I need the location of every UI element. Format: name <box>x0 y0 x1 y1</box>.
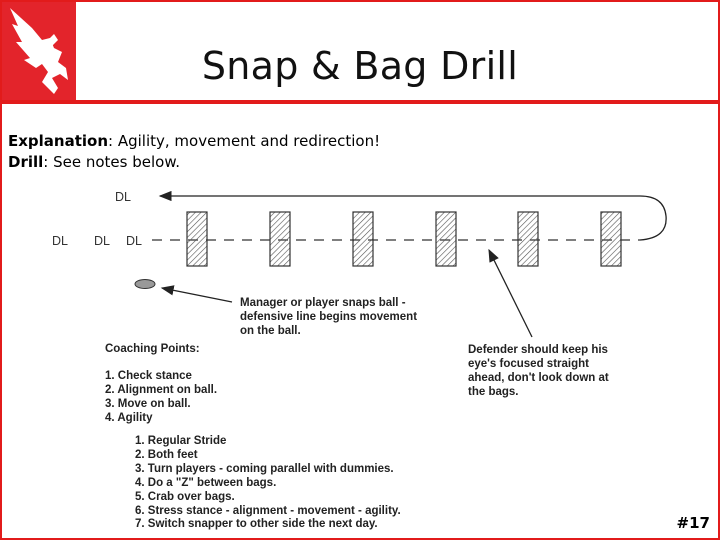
return-path <box>160 196 666 240</box>
agility-sub-4: 4. Do a "Z" between bags. <box>135 477 277 489</box>
agility-sub-6: 6. Stress stance - alignment - movement - agility. <box>135 505 401 517</box>
bag <box>601 212 621 266</box>
coaching-point-1: 1. Check stance <box>105 370 192 382</box>
snapper-note-2: defensive line begins movement <box>240 311 418 323</box>
top-player-label: DL <box>115 190 131 204</box>
bag <box>436 212 456 266</box>
agility-sub-7: 7. Switch snapper to other side the next day. <box>135 518 378 530</box>
slide-title: Snap & Bag Drill <box>201 44 519 88</box>
defender-note-3: ahead, don't look down at <box>468 372 609 384</box>
coaching-point-4: 4. Agility <box>105 412 153 424</box>
bag <box>270 212 290 266</box>
agility-sub-3: 3. Turn players - coming parallel with dummies. <box>135 463 394 475</box>
defender-note-4: the bags. <box>468 386 519 398</box>
explanation-label: Explanation <box>8 132 109 150</box>
agility-sub-2: 2. Both feet <box>135 449 198 461</box>
defender-note-1: Defender should keep his <box>468 344 608 356</box>
drill-label: Drill <box>8 153 44 171</box>
explanation-text: : Agility, movement and redirection! <box>108 132 381 150</box>
bag <box>518 212 538 266</box>
agility-sub-5: 5. Crab over bags. <box>135 491 235 503</box>
ball <box>135 280 155 289</box>
snapper-note-3: on the ball. <box>240 325 301 337</box>
coaching-heading: Coaching Points: <box>105 343 200 355</box>
snapper-arrow <box>162 288 232 302</box>
line-player-3: DL <box>126 234 142 248</box>
snapper-note-1: Manager or player snaps ball - <box>240 297 406 309</box>
slide-number: #17 <box>676 514 710 532</box>
bags <box>187 212 621 266</box>
coaching-point-2: 2. Alignment on ball. <box>105 384 218 396</box>
line-player-1: DL <box>52 234 68 248</box>
coaching-point-3: 3. Move on ball. <box>105 398 191 410</box>
bag <box>187 212 207 266</box>
defender-note-2: eye's focused straight <box>468 358 589 370</box>
agility-sub-1: 1. Regular Stride <box>135 435 227 447</box>
drill-text: : See notes below. <box>43 153 180 171</box>
bag <box>353 212 373 266</box>
line-player-2: DL <box>94 234 110 248</box>
